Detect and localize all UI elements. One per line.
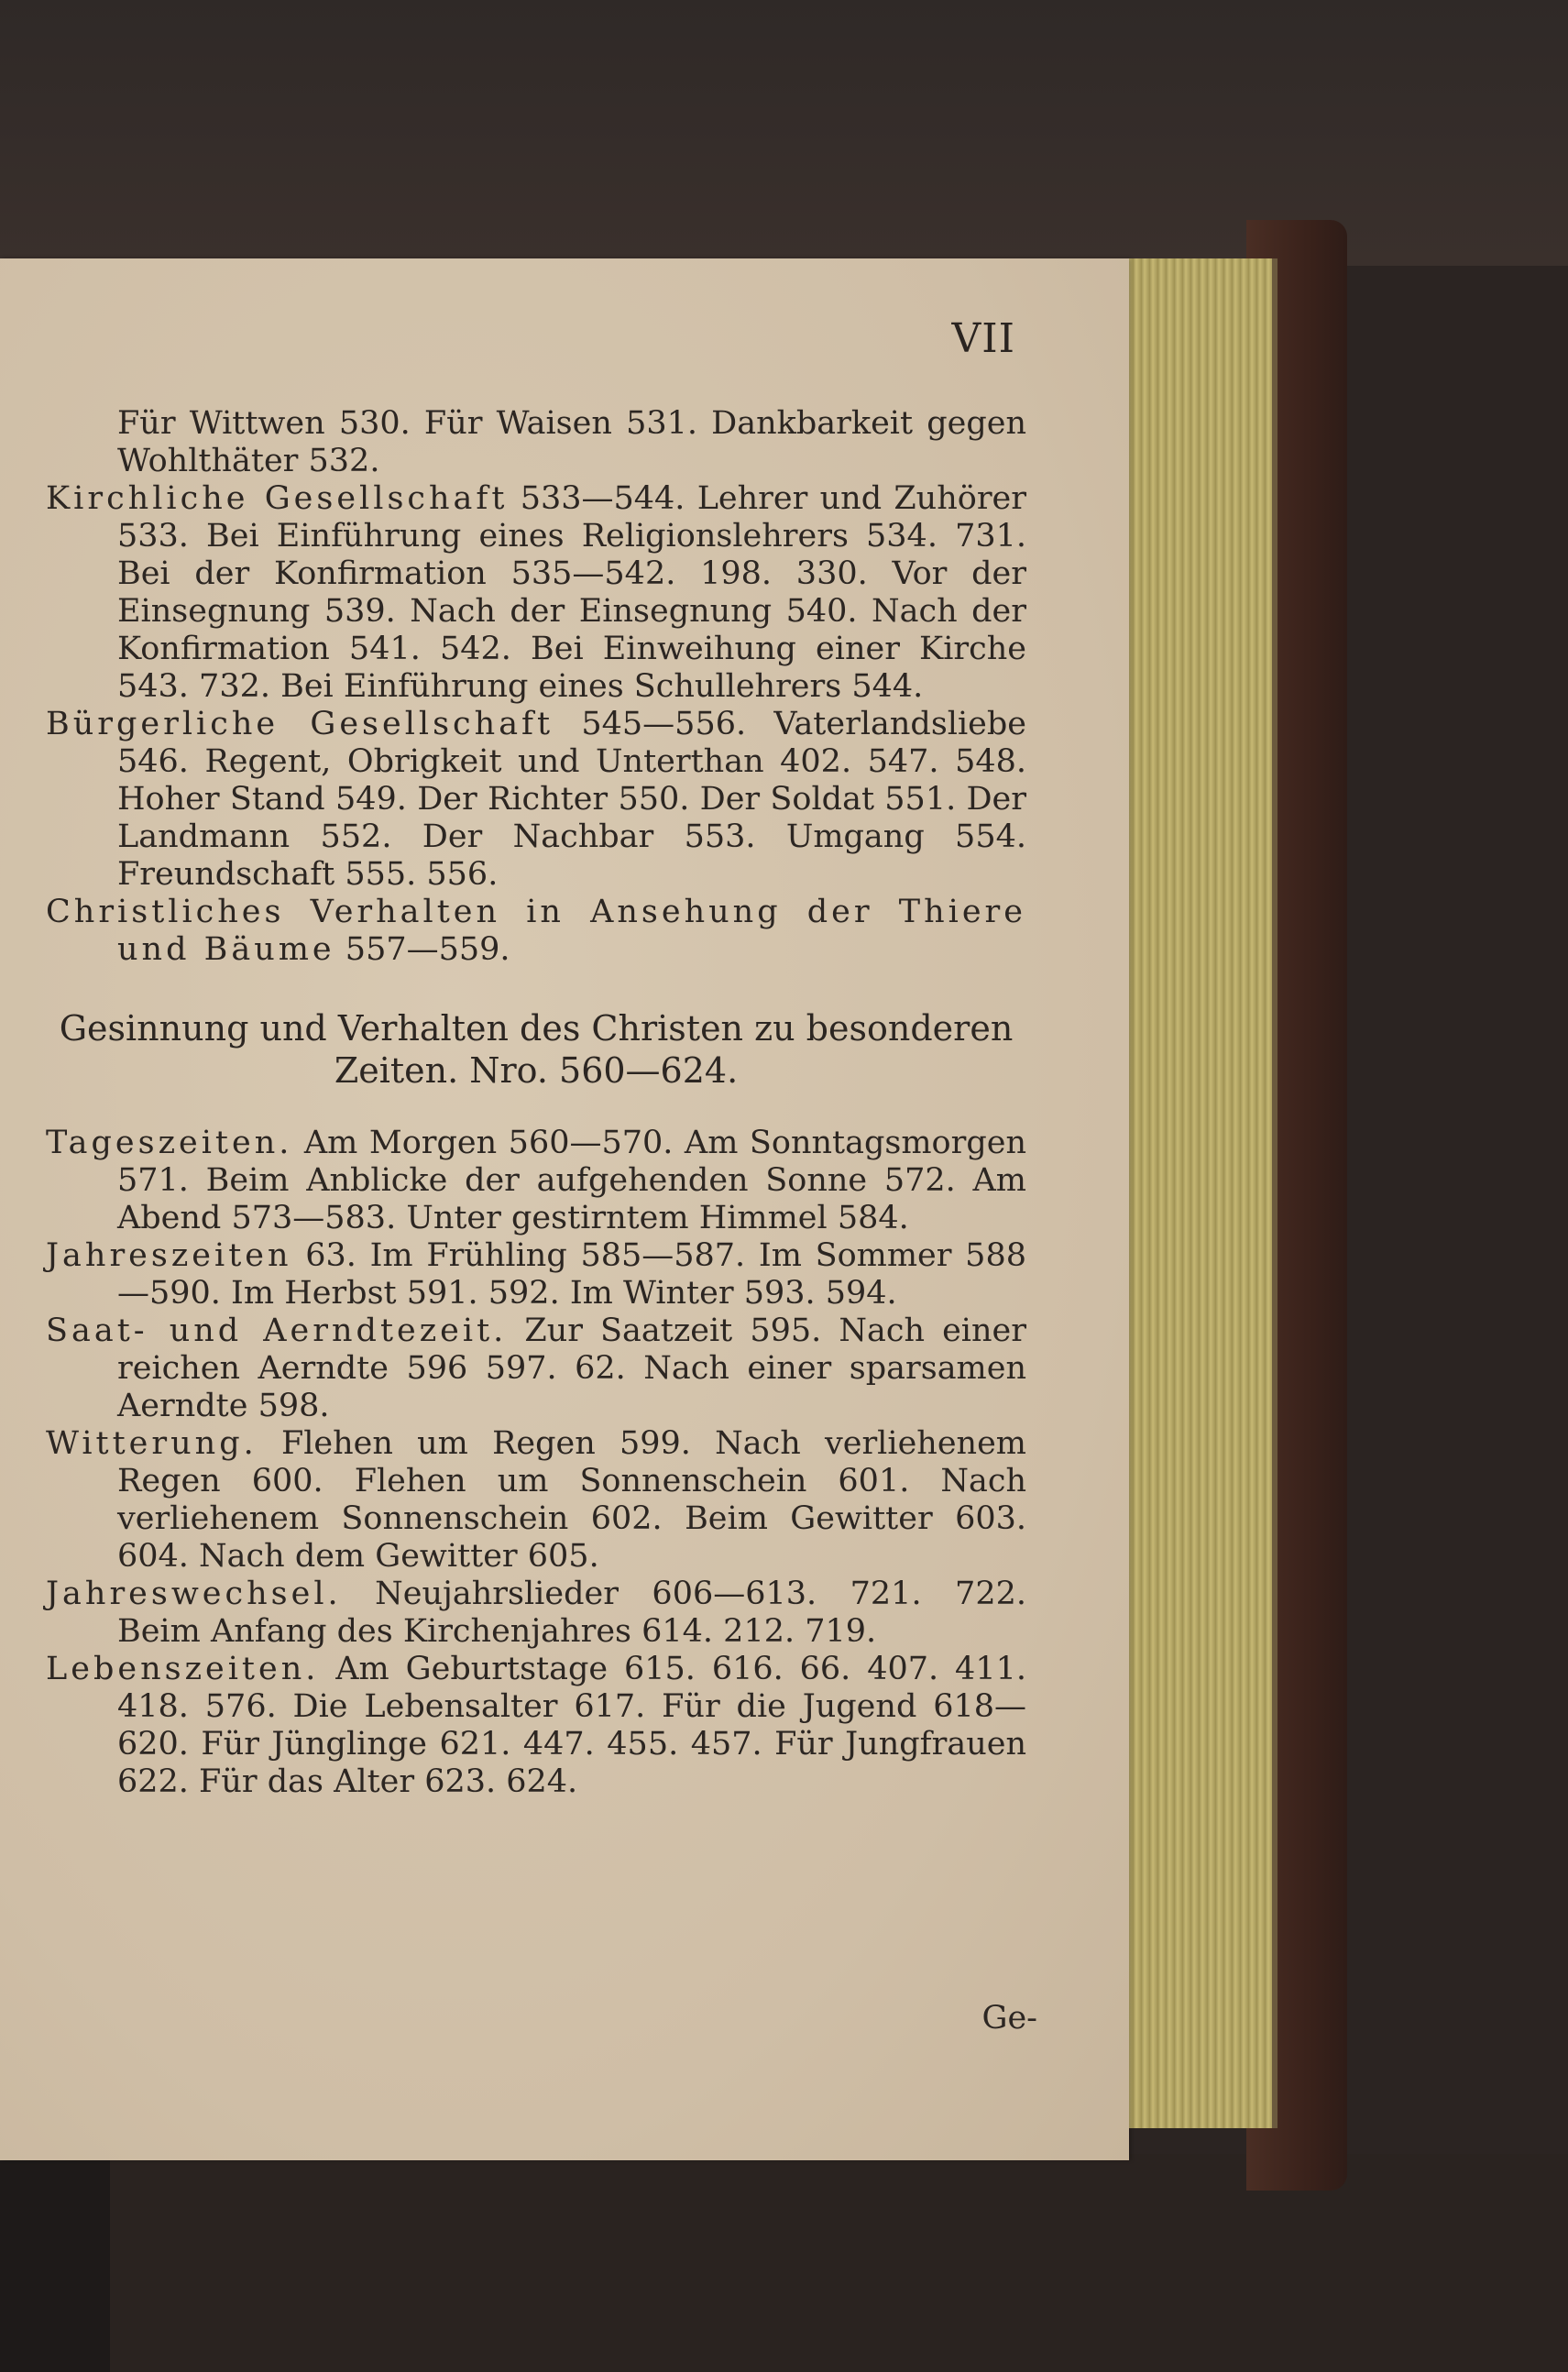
entry-text: 63. Im Frühling 585—587. Im Sommer 588—590. Im Herbst 591. 592. Im Winter 593. 594. <box>117 1237 1026 1312</box>
index-entry <box>46 405 1026 480</box>
entry-text: Für Wittwen 530. Für Waisen 531. Dankbarkeit gegen Wohlthäter 532. <box>117 405 1026 479</box>
index-entry <box>46 1312 1026 1425</box>
entry-heading: Tageszeiten. <box>46 1125 293 1161</box>
index-entry <box>46 1651 1026 1801</box>
entry-heading: Christliches Verhalten in Ansehung der Thiere und Bäume <box>46 894 1026 968</box>
entry-heading: Kirchliche Gesellschaft <box>46 480 509 517</box>
catchword: Ge- <box>981 2000 1037 2037</box>
entry-heading: Jahreszeiten <box>46 1237 292 1274</box>
index-entry <box>46 480 1026 706</box>
book-page <box>0 258 1129 2160</box>
entry-text: 533—544. Lehrer und Zuhörer 533. Bei Einführung eines Religionslehrers 534. 731. Bei der Konfirmation 535—542. 198. 330. Vor der Einsegnung 539. Nach der Einsegnung 540. Nach der Konfirmation 541. 542. Bei Einweihung einer Kirche 543. 732. Bei Einführung eines Schullehrers 544. <box>117 480 1026 705</box>
entry-heading: Bürgerliche Gesellschaft <box>46 706 554 742</box>
index-entry <box>46 1237 1026 1312</box>
entry-heading: Saat- und Aerndtezeit. <box>46 1312 508 1349</box>
entry-heading: Witterung. <box>46 1425 258 1462</box>
background-shadow <box>0 2154 110 2372</box>
page-number: VII <box>951 315 1015 362</box>
entry-text: 545—556. Vaterlandsliebe 546. Regent, Obrigkeit und Unterthan 402. 547. 548. Hoher Stand 549. Der Richter 550. Der Soldat 551. Der Landmann 552. Der Nachbar 553. Umgang 554. Freundschaft 555. 556. <box>117 706 1027 893</box>
entry-text: Am Morgen 560—570. Am Sonntagsmorgen 571. Beim Anblicke der aufgehenden Sonne 572. Am Abend 573—583. Unter gestirntem Himmel 584. <box>117 1125 1026 1236</box>
entry-text: Flehen um Regen 599. Nach verliehenem Regen 600. Flehen um Sonnenschein 601. Nach verliehenem Sonnenschein 602. Beim Gewitter 603. 604. Nach dem Gewitter 605. <box>117 1425 1026 1575</box>
index-entry <box>46 1576 1026 1651</box>
section-heading: Gesinnung und Verhalten des Christen zu besonderen Zeiten. Nro. 560—624. <box>59 1008 1014 1091</box>
index-entry <box>46 1125 1026 1237</box>
entry-text: 557—559. <box>345 931 510 968</box>
index-content <box>46 405 1026 1801</box>
index-entry <box>46 706 1026 894</box>
index-entry <box>46 1425 1026 1576</box>
page-edges <box>1125 258 1277 2128</box>
entry-heading: Jahreswechsel. <box>46 1576 342 1612</box>
entry-text: Am Geburtstage 615. 616. 66. 407. 411. 418. 576. Die Lebensalter 617. Für die Jugend 618—620. Für Jünglinge 621. 447. 455. 457. Für Jungfrauen 622. Für das Alter 623. 624. <box>117 1651 1026 1800</box>
entry-text: Zur Saatzeit 595. Nach einer reichen Aerndte 596 597. 62. Nach einer sparsamen Aerndte 598. <box>117 1312 1026 1424</box>
index-entry <box>46 894 1026 969</box>
entry-text: Neujahrslieder 606—613. 721. 722. Beim Anfang des Kirchenjahres 614. 212. 719. <box>117 1576 1026 1650</box>
entry-heading: Lebenszeiten. <box>46 1651 320 1687</box>
